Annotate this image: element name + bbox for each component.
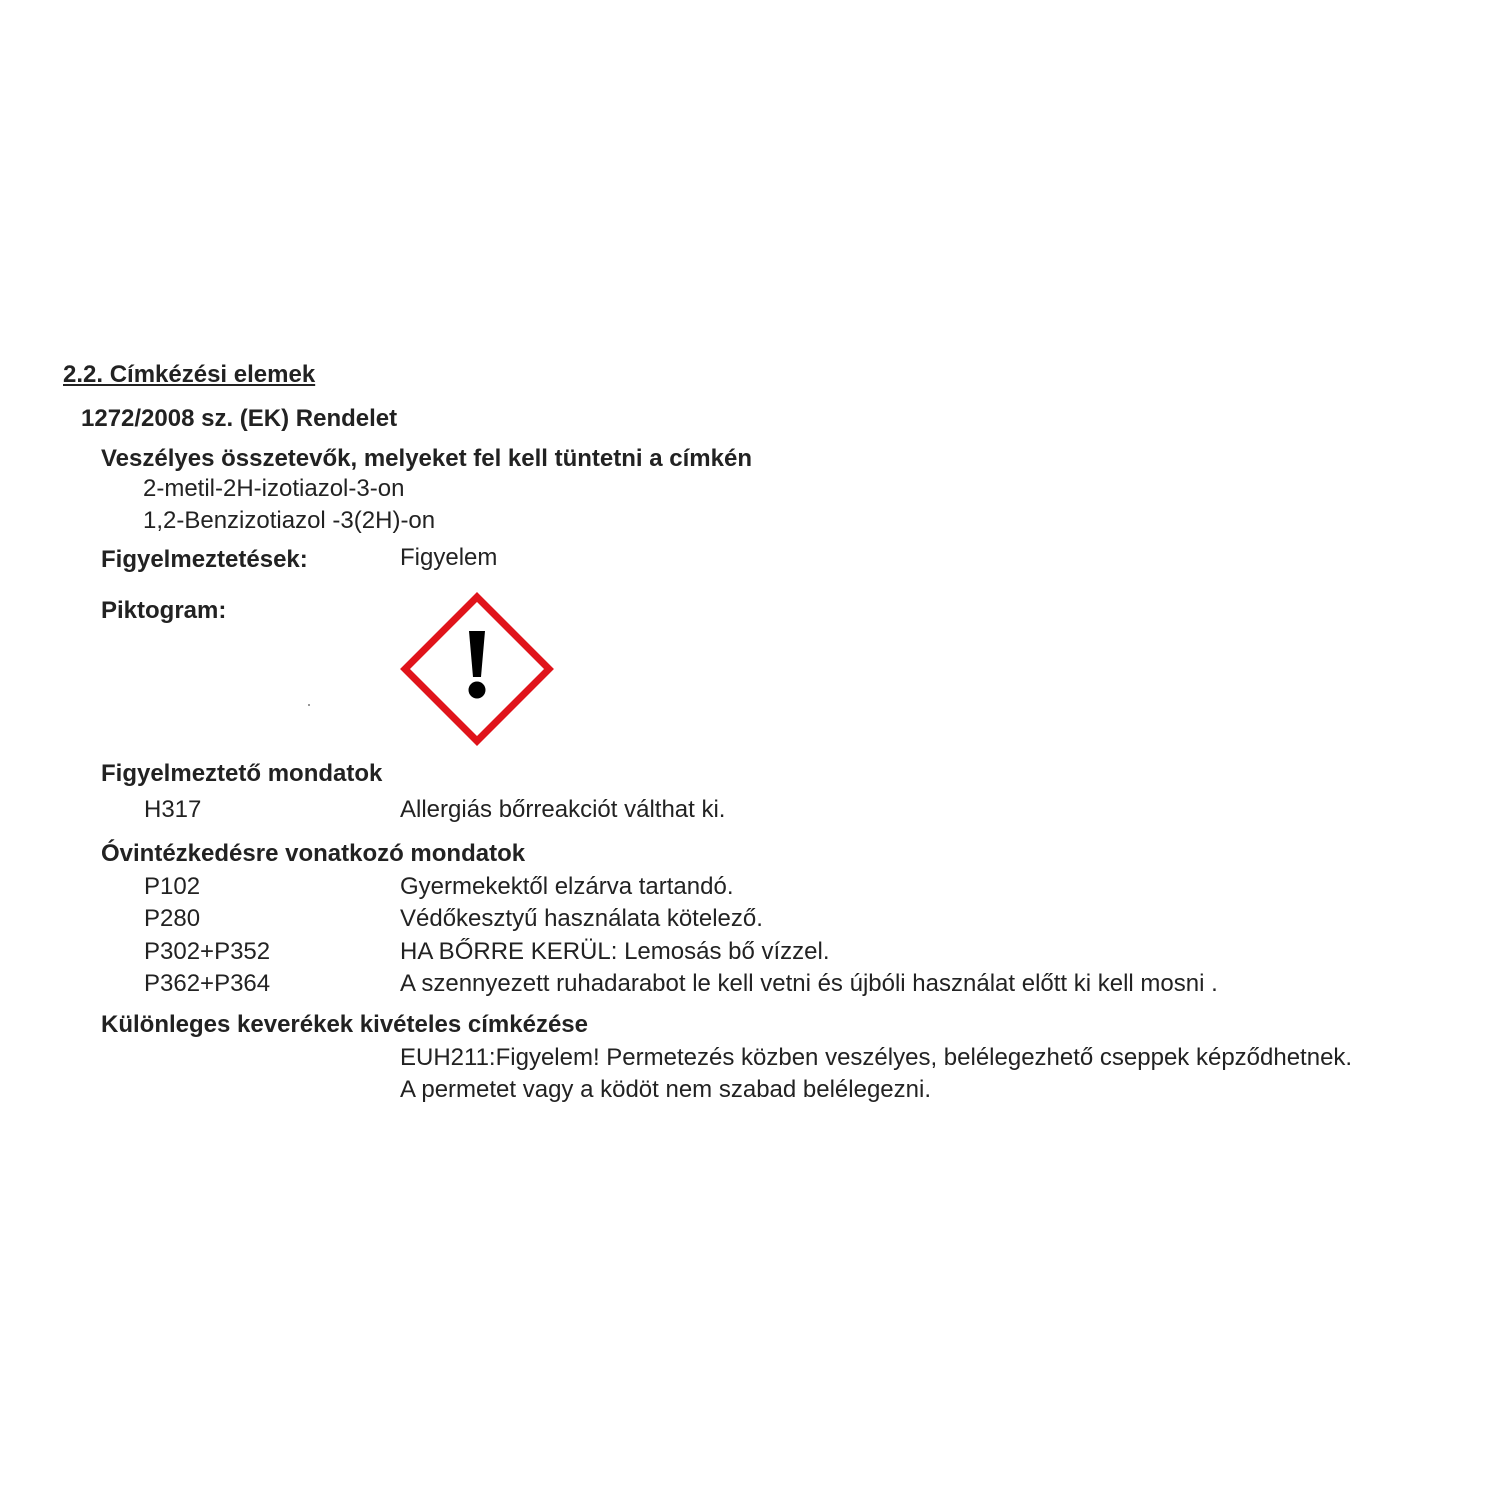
stray-dot [308,704,310,706]
hazard-statement-code: H317 [144,796,202,823]
precautionary-statement-text: A szennyezett ruhadarabot le kell vetni és újbóli használat előtt ki kell mosni . [400,970,1218,997]
precautionary-statements-heading: Óvintézkedésre vonatkozó mondatok [101,840,526,867]
special-labelling-line: A permetet vagy a ködöt nem szabad belélegezni. [400,1076,931,1103]
special-labelling-line: EUH211:Figyelem! Permetezés közben veszélyes, belélegezhető cseppek képződhetnek. [400,1044,1353,1071]
precautionary-statement-code: P280 [144,905,201,932]
precautionary-statement-code: P362+P364 [144,970,271,997]
precautionary-statement-text: Védőkesztyű használata kötelező. [400,905,763,932]
hazardous-component-item: 2-metil-2H-izotiazol-3-on [143,475,405,502]
hazardous-component-item: 1,2-Benzizotiazol -3(2H)-on [143,507,436,534]
signal-word-label: Figyelmeztetések: [101,546,308,573]
section-title: 2.2. Címkézési elemek [63,361,316,388]
precautionary-statement-code: P102 [144,873,201,900]
hazard-statements-heading: Figyelmeztető mondatok [101,760,383,787]
hazard-statement-text: Allergiás bőrreakciót válthat ki. [400,796,726,823]
regulation-heading: 1272/2008 sz. (EK) Rendelet [81,405,398,432]
precautionary-statement-text: Gyermekektől elzárva tartandó. [400,873,734,900]
precautionary-statement-text: HA BŐRRE KERÜL: Lemosás bő vízzel. [400,938,830,965]
pictogram-label: Piktogram: [101,597,227,624]
special-labelling-heading: Különleges keverékek kivételes címkézése [101,1011,588,1038]
ghs07-exclamation-mark-icon [399,591,555,747]
signal-word-value: Figyelem [400,544,498,571]
precautionary-statement-code: P302+P352 [144,938,271,965]
hazardous-components-heading: Veszélyes összetevők, melyeket fel kell tüntetni a címkén [101,445,752,472]
